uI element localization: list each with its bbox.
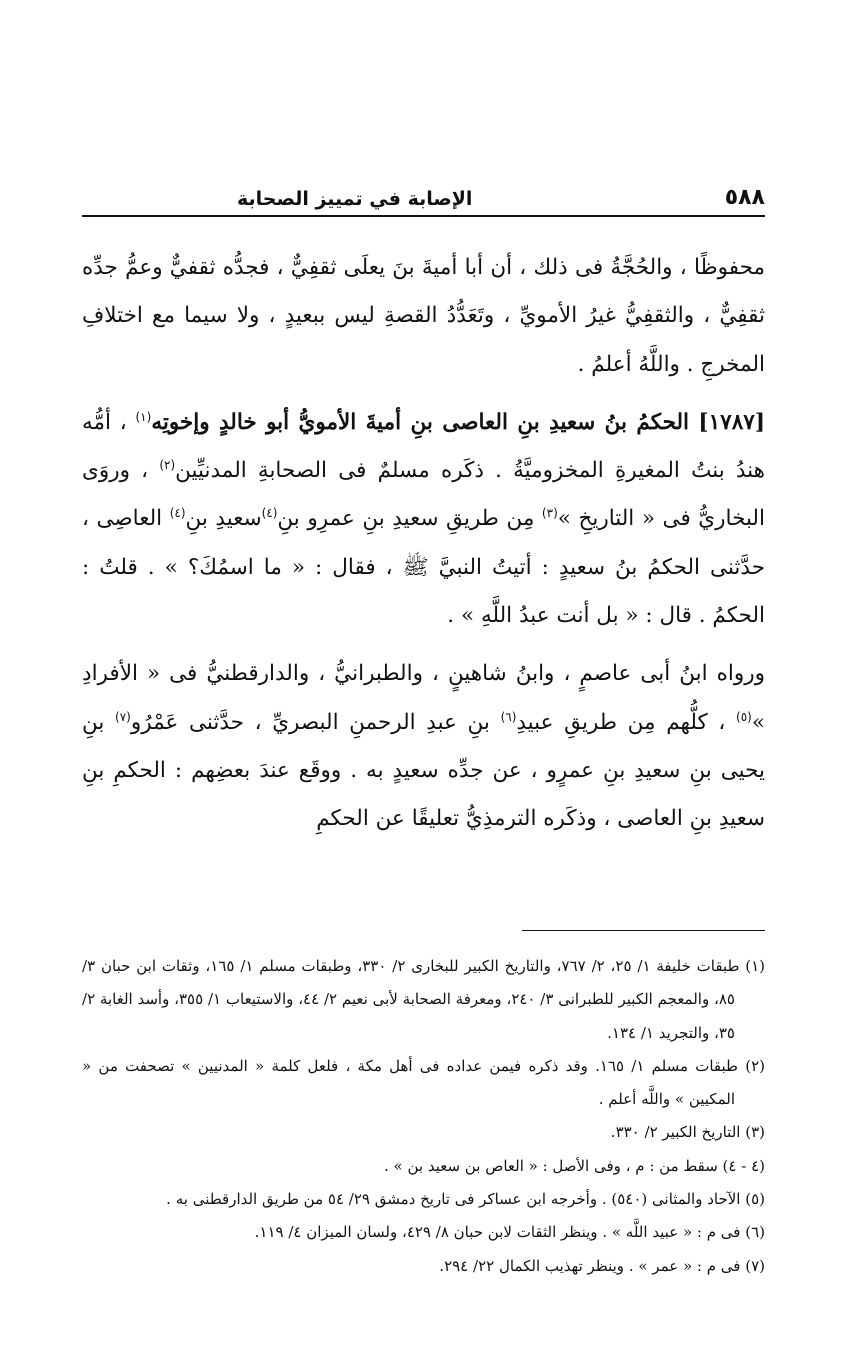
para3-text-a: ورواه ابنُ أبى عاصمٍ ، وابنُ شاهينٍ ، والطبرانيُّ ، والدارقطنيُّ فى « الأفرادِ »: [82, 661, 765, 735]
para3-text-b: ، كلُّهم مِن طريقِ عبيدِ: [516, 709, 726, 735]
main-text: [82, 244, 765, 844]
footnote-ref-4-close: (٤): [169, 506, 186, 521]
footnote-3: (٣) التاريخ الكبير ٢/ ٣٣٠.: [610, 1123, 765, 1142]
footnote-2: (٢) طبقات مسلم ١/ ١٦٥. وقد ذكره فيمن عداده فى أهل مكة ، فلعل كلمة « المدنيين » تصحفت من « المكيين » واللَّه أعلم .: [82, 1056, 765, 1109]
running-title: الإصابة في تمييز الصحابة: [237, 188, 473, 210]
entry-heading: [١٧٨٧] الحكمُ بنُ سعيدِ بنِ العاصى بنِ أميةَ الأمويُّ أبو خالدٍ وإخوتِه: [151, 409, 765, 435]
entry-paragraph: [82, 399, 765, 640]
footnote-4: (٤ - ٤) سقط من : م ، وفى الأصل : « العاص بن سعيد بن » .: [384, 1156, 765, 1175]
footnote-ref-3: (٣): [541, 506, 558, 521]
footnote-5: (٥) الآحاد والمثانى (٥٤٠) . وأخرجه ابن عساكر فى تاريخ دمشق ٢٩/ ٥٤ من طريق الدارقطنى به .: [166, 1190, 765, 1209]
para3-text-c: بنِ عبدِ الرحمنِ البصريِّ ، حدَّثنى عَمْرُو: [130, 709, 490, 735]
entry-text-c: مِن طريقِ سعيدِ بنِ عمرِو بنِ: [277, 506, 535, 532]
footnote-ref-2: (٢): [159, 458, 176, 473]
entry-text-a: ، أمُّه هندُ بنتُ المغيرةِ المخزوميَّةُ . ذكَره مسلمٌ فى الصحابةِ المدنيِّين: [82, 409, 765, 484]
footnote-7: (٧) فى م : « عمر » . وينظر تهذيب الكمال ٢٢/ ٢٩٤.: [439, 1256, 765, 1275]
footnote-ref-7: (٧): [115, 709, 131, 724]
paragraph-spacer: [82, 389, 765, 399]
paragraph-1: محفوظًا ، والحُجَّةُ فى ذلك ، أن أبا أميةَ بنَ يعلَى ثقفِيٌّ ، فجدُّه ثقفيٌّ وعمُّ جدِّه ثقفِيٌّ ، والثقفِيُّ غيرُ الأمويِّ ، وتَعَدُّدُ القصةِ ليس ببعيدٍ ، ولا سيما مع اختلافِ المخرجِ . واللَّهُ أعلمُ .: [82, 255, 765, 377]
entry-text-d: سعيدِ بنِ: [185, 506, 262, 532]
footnotes: [82, 950, 765, 1283]
para3-text-d: بنِ يحيى بنِ سعيدِ بنِ عمرٍو ، عن جدِّه سعيدٍ به . ووقَع عندَ بعضِهم : الحكمِ بنِ سعيدِ بنِ العاصى ، وذكَره الترمذِيُّ تعليقًا عن الحكمِ: [82, 709, 765, 832]
header-rule: [82, 215, 765, 217]
footnote-6: (٦) فى م : « عبيد اللَّه » . وينظر الثقات لابن حبان ٨/ ٤٢٩، ولسان الميزان ٤/ ١١٩.: [254, 1223, 765, 1242]
page-header: [82, 176, 765, 210]
footnote-separator: [522, 930, 765, 931]
entry-text-b: ، وروَى البخاريُّ فى « التاريخِ »: [82, 458, 765, 532]
entry-text-e: العاصِى ، حدَّثنى الحكمُ بنُ سعيدٍ : أتيتُ النبيَّ ﷺ ، فقال : « ما اسمُكَ؟ » . قلتُ : الحكمُ . قال : « بل أنت عبدُ اللَّهِ » .: [82, 506, 765, 629]
footnote-ref-4-open: (٤): [261, 506, 278, 521]
paragraph-spacer: [82, 640, 765, 650]
footnote-1: (١) طبقات خليفة ١/ ٢٥، ٢/ ٧٦٧، والتاريخ الكبير للبخارى ٢/ ٣٣٠، وطبقات مسلم ١/ ١٦٥، وثقات ابن حبان ٣/ ٨٥، والمعجم الكبير للطبرانى ٣/ ٢٤٠، ومعرفة الصحابة لأبى نعيم ٢/ ٤٤، والاستيعاب ١/ ٣٥٥، وأسد الغابة ٢/ ٣٥، والتجريد ١/ ١٣٤.: [82, 957, 766, 1042]
paragraph-3: [82, 650, 765, 843]
footnote-ref-5: (٥): [736, 709, 752, 724]
page-number: ٥٨٨: [724, 185, 765, 210]
footnote-ref-6: (٦): [500, 709, 517, 724]
footnote-ref-1: (١): [135, 409, 152, 424]
